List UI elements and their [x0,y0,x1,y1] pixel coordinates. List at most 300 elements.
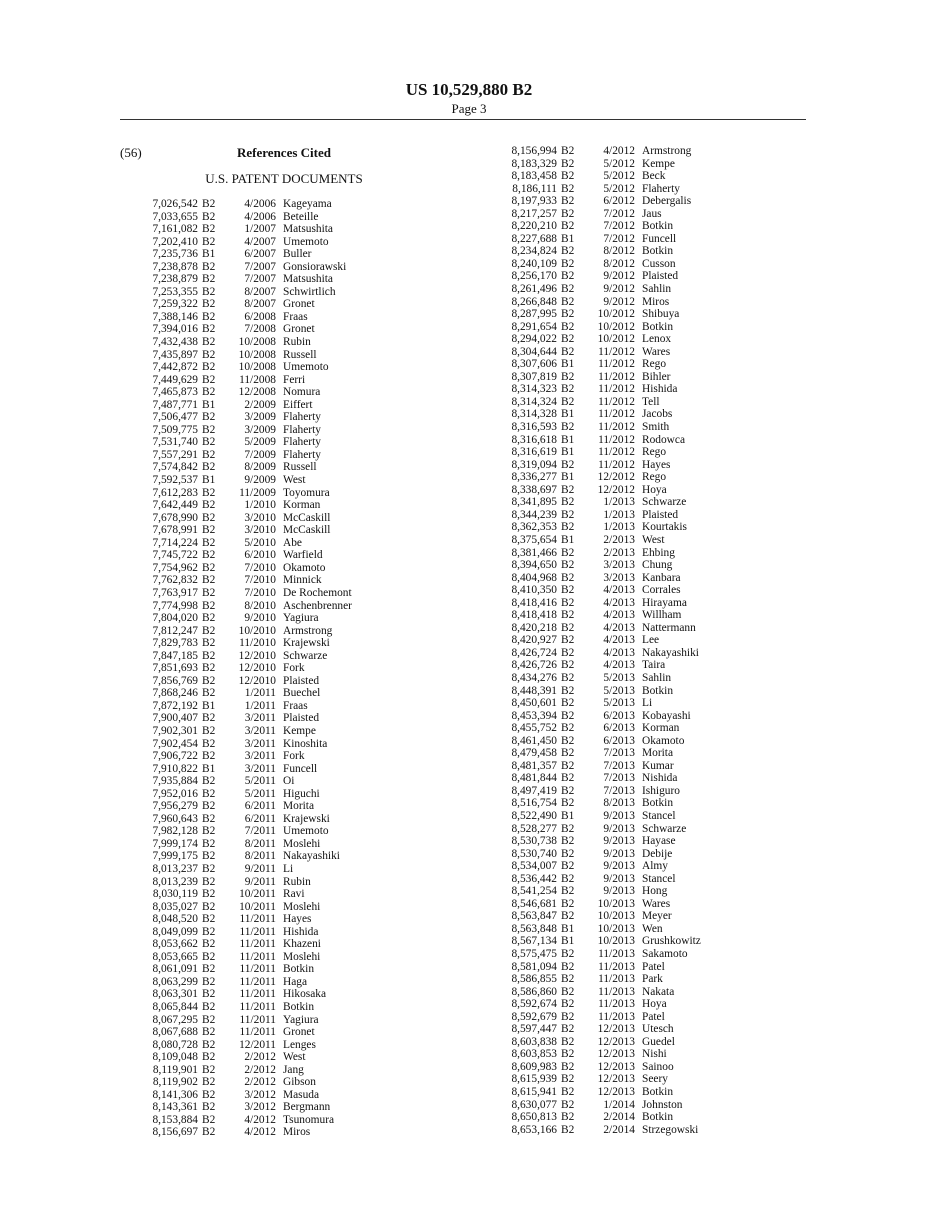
kind-code-cell: B2 [561,1086,575,1099]
inventor-cell: Fork [283,750,305,763]
date-cell: 3/2011 [244,762,276,775]
inventor-cell: Rego [642,446,667,459]
date-cell: 6/2013 [603,709,635,722]
date-cell: 11/2011 [239,1026,276,1039]
date-cell: 4/2006 [244,198,276,210]
inventor-cell: Corrales [642,584,681,597]
patent-number-cell: 7,574,842 [152,461,198,474]
kind-code-cell: B2 [561,157,575,170]
patent-number-cell: 8,316,618 [511,433,557,446]
patent-number-cell: 8,418,416 [511,596,557,609]
patent-number-cell: 8,453,394 [511,709,557,722]
section-number: (56) [120,145,142,160]
patent-number-cell: 8,586,855 [511,973,557,986]
kind-code-cell: B2 [202,1076,216,1089]
patent-number-cell: 7,902,301 [152,724,198,737]
patent-number-cell: 8,156,994 [511,145,557,157]
inventor-cell: Hong [642,885,668,898]
kind-code-cell: B2 [561,973,575,986]
date-cell: 11/2011 [239,1013,276,1026]
kind-code-cell: B2 [561,571,575,584]
kind-code-cell: B2 [561,621,575,634]
date-cell: 1/2011 [244,699,276,712]
date-cell: 1/2013 [603,521,635,534]
kind-code-cell: B2 [202,1063,216,1076]
kind-code-cell: B2 [561,308,575,321]
date-cell: 7/2008 [244,323,276,336]
kind-code-cell: B2 [561,320,575,333]
inventor-cell: Russell [283,348,317,361]
inventor-cell: Kobayashi [642,709,691,722]
date-cell: 11/2012 [598,433,635,446]
date-cell: 12/2010 [238,674,276,687]
patent-number-cell: 8,307,606 [511,358,557,371]
kind-code-cell: B2 [561,1123,575,1136]
kind-code-cell: B2 [202,436,216,449]
inventor-cell: West [283,474,306,487]
patent-number-cell: 7,754,962 [152,561,198,574]
inventor-cell: Khazeni [283,938,321,951]
kind-code-cell: B1 [561,533,575,546]
kind-code-cell: B1 [202,248,216,261]
inventor-cell: Botkin [642,1086,674,1099]
patent-number-cell: 8,234,824 [511,245,557,258]
date-cell: 8/2007 [244,298,276,311]
kind-code-cell: B2 [561,684,575,697]
date-cell: 2/2014 [603,1123,635,1136]
inventor-cell: Jaus [642,207,662,220]
section-subtitle: U.S. PATENT DOCUMENTS [205,171,363,186]
inventor-cell: Wares [642,897,671,910]
inventor-cell: Plaisted [283,712,320,725]
patent-number-cell: 7,506,477 [152,411,198,424]
date-cell: 5/2012 [603,157,635,170]
inventor-cell: Debije [642,847,673,860]
inventor-cell: Flaherty [283,436,321,449]
kind-code-cell: B1 [561,232,575,245]
inventor-cell: Li [642,697,653,710]
date-cell: 7/2012 [603,232,635,245]
kind-code-cell: B2 [561,295,575,308]
inventor-cell: Matsushita [283,223,333,236]
date-cell: 9/2012 [603,295,635,308]
date-cell: 6/2013 [603,734,635,747]
patent-number-cell: 8,567,134 [511,935,557,948]
inventor-cell: Plaisted [642,270,679,283]
patent-number-cell: 7,745,722 [152,549,198,562]
date-cell: 5/2011 [244,775,276,788]
patent-number-cell: 8,119,902 [152,1076,198,1089]
patent-number-cell: 7,774,998 [152,599,198,612]
inventor-cell: De Rochemont [283,586,352,599]
date-cell: 4/2012 [603,145,635,157]
inventor-cell: Taira [642,659,666,672]
kind-code-cell: B2 [561,145,575,157]
date-cell: 11/2013 [598,948,635,960]
date-cell: 9/2013 [603,860,635,873]
kind-code-cell: B2 [561,1098,575,1111]
inventor-cell: McCaskill [283,524,331,537]
inventor-cell: Smith [642,421,670,434]
inventor-cell: Wares [642,345,671,358]
kind-code-cell: B2 [561,847,575,860]
date-cell: 11/2011 [239,1001,276,1013]
patent-number-cell: 7,872,192 [152,699,198,712]
kind-code-cell: B2 [202,1038,216,1051]
inventor-cell: Fork [283,662,305,675]
patent-number-cell: 8,314,328 [511,408,557,421]
inventor-cell: McCaskill [283,511,331,524]
patent-number-cell: 8,615,939 [511,1073,557,1086]
inventor-cell: Patel [642,960,665,973]
kind-code-cell: B2 [561,960,575,973]
kind-code-cell: B2 [561,333,575,346]
inventor-cell: Botkin [642,1111,674,1124]
kind-code-cell: B2 [561,747,575,760]
date-cell: 4/2013 [603,659,635,672]
inventor-cell: Higuchi [283,787,320,800]
inventor-cell: Botkin [283,963,315,976]
patent-number-cell: 7,935,884 [152,775,198,788]
patent-number-cell: 8,434,276 [511,671,557,684]
date-cell: 2/2012 [244,1076,276,1089]
patent-number: US 10,529,880 B2 [405,80,533,99]
date-cell: 9/2013 [603,835,635,848]
inventor-cell: Plaisted [642,508,679,521]
kind-code-cell: B2 [561,659,575,672]
patent-number-cell: 8,563,848 [511,922,557,935]
kind-code-cell: B2 [202,511,216,524]
date-cell: 9/2012 [603,283,635,296]
patent-number-cell: 8,609,983 [511,1060,557,1073]
patent-number-cell: 8,266,848 [511,295,557,308]
patent-number-cell: 8,479,458 [511,747,557,760]
date-cell: 11/2012 [598,370,635,383]
date-cell: 3/2010 [244,511,276,524]
date-cell: 3/2011 [244,724,276,737]
inventor-cell: Gronet [283,1026,315,1039]
patent-number-cell: 7,678,990 [152,511,198,524]
kind-code-cell: B2 [561,897,575,910]
kind-code-cell: B2 [202,612,216,625]
inventor-cell: Johnston [642,1098,683,1111]
inventor-cell: Moslehi [283,950,321,963]
date-cell: 7/2010 [244,561,276,574]
date-cell: 7/2012 [603,207,635,220]
kind-code-cell: B2 [202,310,216,323]
inventor-cell: Nakayashiki [283,850,340,863]
patent-number-cell: 8,314,323 [511,383,557,396]
inventor-cell: Botkin [642,245,674,258]
date-cell: 3/2013 [603,571,635,584]
patent-number-cell: 8,053,662 [152,938,198,951]
kind-code-cell: B2 [202,348,216,361]
inventor-cell: Flaherty [283,423,321,436]
inventor-cell: Stancel [642,872,676,885]
kind-code-cell: B2 [561,1010,575,1023]
kind-code-cell: B2 [561,885,575,898]
inventor-cell: Schwarze [283,649,328,662]
kind-code-cell: B2 [202,724,216,737]
patent-number-cell: 7,999,174 [152,837,198,850]
kind-code-cell: B2 [202,900,216,913]
patent-number-cell: 8,375,654 [511,533,557,546]
inventor-cell: Funcell [642,232,677,245]
patent-number-cell: 7,910,822 [152,762,198,775]
patent-number-cell: 8,530,738 [511,835,557,848]
date-cell: 9/2013 [603,847,635,860]
inventor-cell: Tsunomura [283,1113,335,1126]
date-cell: 9/2012 [603,270,635,283]
date-cell: 10/2008 [238,348,276,361]
inventor-cell: Cusson [642,257,676,270]
date-cell: 7/2013 [603,759,635,772]
kind-code-cell: B2 [202,223,216,236]
inventor-cell: Gronet [283,298,315,311]
patent-number-cell: 8,586,860 [511,985,557,998]
kind-code-cell: B2 [202,1013,216,1026]
patent-number-cell: 8,336,277 [511,471,557,484]
patent-number-cell: 7,487,771 [152,398,198,411]
patent-number-cell: 7,259,322 [152,298,198,311]
patent-number-cell: 7,762,832 [152,574,198,587]
kind-code-cell: B1 [561,358,575,371]
kind-code-cell: B2 [202,988,216,1001]
inventor-cell: Hayes [642,458,671,471]
kind-code-cell: B2 [202,850,216,863]
patent-number-cell: 8,240,109 [511,257,557,270]
date-cell: 11/2010 [239,637,276,650]
date-cell: 3/2011 [244,750,276,763]
date-cell: 12/2013 [597,1060,635,1073]
patent-number-cell: 8,065,844 [152,1001,198,1013]
patent-number-cell: 8,381,466 [511,546,557,559]
kind-code-cell: B2 [561,370,575,383]
date-cell: 12/2008 [238,386,276,399]
patent-number-cell: 8,067,688 [152,1026,198,1039]
kind-code-cell: B2 [561,860,575,873]
kind-code-cell: B2 [202,1051,216,1064]
patent-number-cell: 8,013,239 [152,875,198,888]
kind-code-cell: B2 [202,386,216,399]
inventor-cell: Kempe [283,724,316,737]
date-cell: 9/2013 [603,822,635,835]
inventor-cell: Hoya [642,483,667,496]
date-cell: 9/2011 [244,862,276,875]
date-cell: 9/2011 [244,875,276,888]
inventor-cell: Schwarze [642,496,687,509]
kind-code-cell: B2 [561,245,575,258]
kind-code-cell: B2 [202,938,216,951]
inventor-cell: Ravi [283,888,305,901]
patent-number-cell: 8,316,593 [511,421,557,434]
date-cell: 9/2009 [244,474,276,487]
kind-code-cell: B2 [202,235,216,248]
date-cell: 6/2010 [244,549,276,562]
kind-code-cell: B2 [561,784,575,797]
date-cell: 1/2010 [244,499,276,512]
kind-code-cell: B2 [561,1023,575,1036]
inventor-cell: Lenox [642,333,672,346]
patent-number-cell: 8,294,022 [511,333,557,346]
patent-number-cell: 7,026,542 [152,198,198,210]
patent-number-cell: 8,410,350 [511,584,557,597]
date-cell: 3/2012 [244,1088,276,1101]
date-cell: 10/2013 [597,935,635,948]
kind-code-cell: B2 [202,875,216,888]
date-cell: 7/2011 [244,825,276,838]
date-cell: 3/2011 [244,737,276,750]
inventor-cell: Guedel [642,1035,675,1048]
patent-number-cell: 7,531,740 [152,436,198,449]
date-cell: 5/2013 [603,671,635,684]
inventor-cell: Hirayama [642,596,687,609]
date-cell: 2/2013 [603,546,635,559]
inventor-cell: Lee [642,634,660,647]
date-cell: 6/2011 [244,800,276,813]
date-cell: 6/2011 [244,812,276,825]
date-cell: 11/2011 [239,963,276,976]
inventor-cell: Hishida [642,383,678,396]
patent-number-cell: 8,597,447 [511,1023,557,1036]
patent-number-cell: 8,013,237 [152,862,198,875]
kind-code-cell: B2 [202,260,216,273]
kind-code-cell: B2 [202,599,216,612]
date-cell: 11/2009 [239,486,276,499]
date-cell: 9/2013 [603,885,635,898]
kind-code-cell: B2 [561,458,575,471]
inventor-cell: Warfield [283,549,323,562]
kind-code-cell: B2 [202,361,216,374]
patent-number-cell: 7,812,247 [152,624,198,637]
patent-number-cell: 7,960,643 [152,812,198,825]
inventor-cell: Botkin [642,320,674,333]
date-cell: 4/2013 [603,609,635,622]
inventor-cell: Kumar [642,759,674,772]
patent-number-cell: 8,183,458 [511,170,557,183]
inventor-cell: Jang [283,1063,304,1076]
inventor-cell: Beteille [283,210,319,223]
inventor-cell: Fraas [283,310,308,323]
date-cell: 12/2012 [597,483,635,496]
inventor-cell: Buechel [283,687,321,700]
kind-code-cell: B2 [202,198,216,210]
kind-code-cell: B2 [561,596,575,609]
date-cell: 7/2010 [244,586,276,599]
date-cell: 11/2011 [239,925,276,938]
inventor-cell: Patel [642,1010,665,1023]
inventor-cell: Botkin [642,684,674,697]
kind-code-cell: B2 [202,649,216,662]
date-cell: 11/2012 [598,395,635,408]
kind-code-cell: B2 [561,584,575,597]
kind-code-cell: B1 [202,762,216,775]
date-cell: 10/2010 [238,624,276,637]
kind-code-cell: B2 [202,963,216,976]
patent-number-cell: 7,956,279 [152,800,198,813]
date-cell: 6/2012 [603,195,635,208]
kind-code-cell: B2 [561,170,575,183]
inventor-cell: Utesch [642,1023,674,1036]
kind-code-cell: B2 [202,637,216,650]
kind-code-cell: B2 [561,822,575,835]
date-cell: 7/2012 [603,220,635,233]
date-cell: 8/2012 [603,257,635,270]
inventor-cell: Meyer [642,910,672,923]
patent-number-cell: 8,156,697 [152,1126,198,1139]
date-cell: 12/2010 [238,649,276,662]
inventor-cell: Debergalis [642,195,692,208]
inventor-cell: Lenges [283,1038,316,1051]
date-cell: 3/2011 [244,712,276,725]
date-cell: 12/2011 [239,1038,276,1051]
kind-code-cell: B2 [202,825,216,838]
patent-number-cell: 8,067,295 [152,1013,198,1026]
inventor-cell: Ishiguro [642,784,680,797]
inventor-cell: Beck [642,170,666,183]
inventor-cell: West [642,533,665,546]
patent-number-cell: 8,063,299 [152,975,198,988]
patent-number-cell: 8,256,170 [511,270,557,283]
inventor-cell: Park [642,973,663,986]
date-cell: 1/2013 [603,508,635,521]
inventor-cell: Korman [283,499,321,512]
patent-number-cell: 8,630,077 [511,1098,557,1111]
inventor-cell: Flaherty [283,411,321,424]
kind-code-cell: B2 [561,383,575,396]
patent-number-cell: 8,035,027 [152,900,198,913]
inventor-cell: Krajewski [283,812,330,825]
patent-number-cell: 7,442,872 [152,361,198,374]
inventor-cell: Matsushita [283,273,333,286]
kind-code-cell: B2 [561,734,575,747]
date-cell: 11/2013 [598,973,635,986]
date-cell: 12/2013 [597,1048,635,1061]
date-cell: 8/2011 [244,850,276,863]
date-cell: 7/2013 [603,784,635,797]
date-cell: 7/2007 [244,260,276,273]
inventor-cell: Schwarze [642,822,687,835]
kind-code-cell: B2 [202,1101,216,1114]
date-cell: 10/2013 [597,922,635,935]
date-cell: 11/2013 [598,985,635,998]
inventor-cell: Li [283,862,294,875]
inventor-cell: Kageyama [283,198,332,210]
date-cell: 5/2012 [603,170,635,183]
date-cell: 4/2013 [603,596,635,609]
inventor-cell: Nakata [642,985,675,998]
inventor-cell: Wen [642,922,663,935]
inventor-cell: Sainoo [642,1060,674,1073]
patent-number-cell: 7,465,873 [152,386,198,399]
date-cell: 7/2009 [244,448,276,461]
kind-code-cell: B2 [202,888,216,901]
inventor-cell: Bergmann [283,1101,331,1114]
inventor-cell: Nishida [642,772,678,785]
inventor-cell: Seery [642,1073,668,1086]
inventor-cell: Minnick [283,574,322,587]
kind-code-cell: B2 [561,1035,575,1048]
patent-number-cell: 7,592,537 [152,474,198,487]
inventor-cell: Krajewski [283,637,330,650]
kind-code-cell: B2 [561,345,575,358]
patent-number-cell: 8,522,490 [511,809,557,822]
kind-code-cell: B2 [561,709,575,722]
patent-number-cell: 7,033,655 [152,210,198,223]
inventor-cell: Grushkowitz [642,935,701,948]
patent-number-cell: 8,153,884 [152,1113,198,1126]
kind-code-cell: B2 [561,220,575,233]
